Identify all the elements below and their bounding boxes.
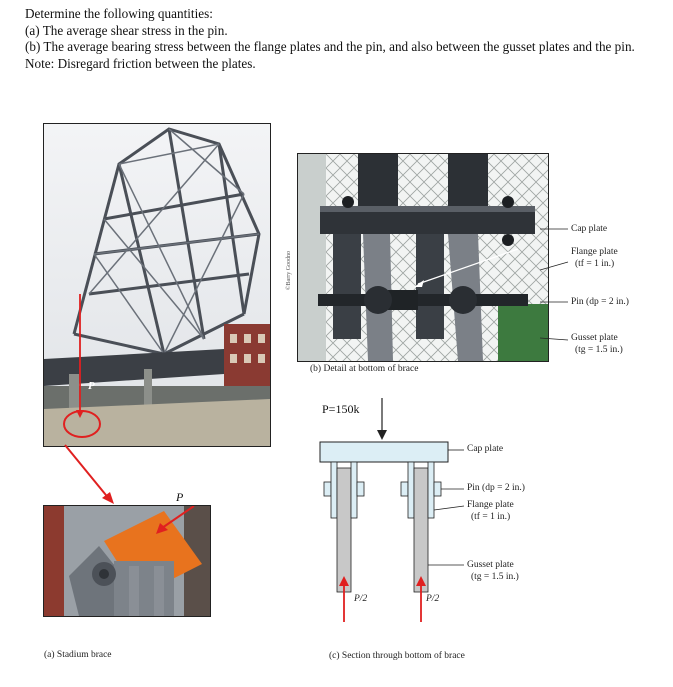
problem-note: Note: Disregard friction between the plates. <box>25 55 256 71</box>
label-pin-b: Pin (dp = 2 in.) <box>571 297 629 307</box>
label-flange-thickness-b: (tf = 1 in.) <box>575 259 615 269</box>
detail-photo <box>297 153 549 362</box>
reaction-left-label: P/2 <box>354 594 368 604</box>
detail-illustration <box>298 154 548 361</box>
problem-part-b: (b) The average bearing stress between the flange plates and the pin, and also between the gusset plates and the pin. <box>25 39 635 55</box>
label-gusset-thickness-c: (tg = 1.5 in.) <box>471 572 519 582</box>
reaction-right-label: P/2 <box>426 594 440 604</box>
label-cap-plate-b: Cap plate <box>571 224 608 234</box>
zoom-arrow <box>40 440 130 510</box>
label-gusset-thickness-b: (tg = 1.5 in.) <box>575 345 623 355</box>
caption-b: (b) Detail at bottom of brace <box>310 364 419 374</box>
problem-part-a: (a) The average shear stress in the pin. <box>25 22 228 38</box>
label-gusset-plate-c: Gusset plate <box>467 560 514 570</box>
load-label-p: P <box>88 380 95 392</box>
closeup-load-label: P <box>176 490 184 504</box>
label-pin-c: Pin (dp = 2 in.) <box>467 483 525 493</box>
label-flange-thickness-c: (tf = 1 in.) <box>471 512 511 522</box>
label-flange-plate-c: Flange plate <box>467 500 514 510</box>
problem-intro: Determine the following quantities: <box>25 6 213 21</box>
brace-closeup-photo <box>43 505 211 617</box>
detail-leaders <box>540 200 580 350</box>
label-flange-plate-b: Flange plate <box>571 247 618 257</box>
stadium-brace-photo <box>43 123 271 447</box>
label-cap-plate-c: Cap plate <box>467 444 504 454</box>
load-p-150k: P=150k <box>322 402 360 416</box>
label-gusset-plate-b: Gusset plate <box>571 333 618 343</box>
caption-c: (c) Section through bottom of brace <box>329 651 465 661</box>
problem-statement <box>25 6 665 72</box>
section-diagram <box>300 390 560 625</box>
stadium-brace-illustration <box>44 124 270 446</box>
brace-closeup-illustration <box>44 506 210 616</box>
caption-a: (a) Stadium brace <box>44 650 112 660</box>
photo-credit: ©Barry Goodno <box>286 250 292 290</box>
